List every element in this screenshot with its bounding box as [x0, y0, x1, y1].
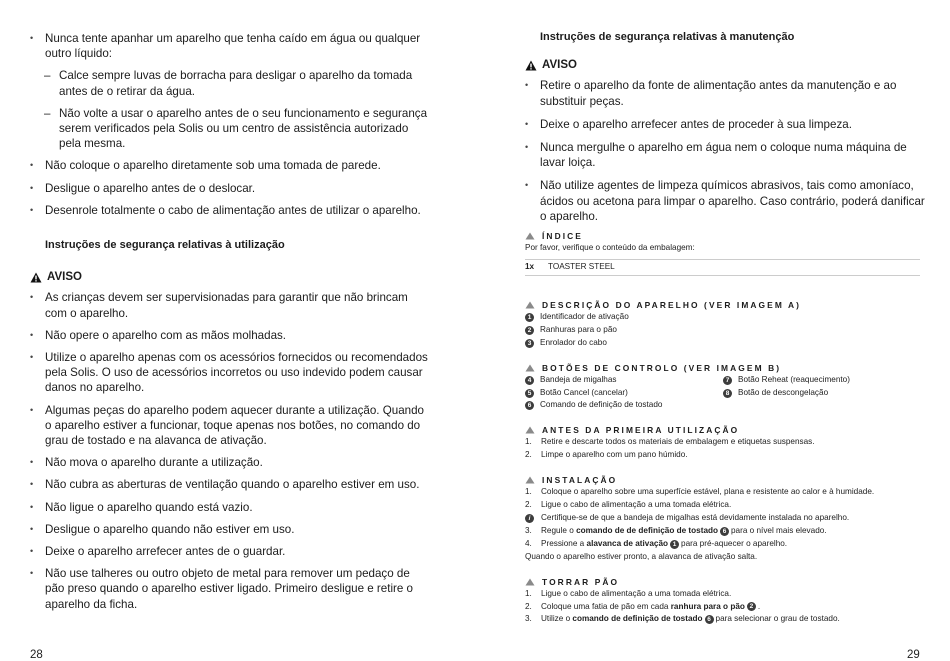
description-list: [525, 311, 925, 350]
bold-term: ranhura para o pão: [670, 601, 745, 611]
list-item: [525, 525, 925, 538]
step-number: 2.: [525, 500, 532, 510]
list-item: [525, 588, 925, 601]
kit-qty: 1x: [525, 261, 535, 271]
warning-text: AVISO: [47, 271, 82, 284]
description-heading: [525, 300, 925, 310]
item-text: Bandeja de migalhas: [540, 374, 617, 384]
left-column: [30, 31, 430, 619]
bullet-item: • Algumas peças do aparelho podem aquecer durante a utilização. Quando o aparelho estiver a funcionar, toque apenas nos botões, no comando do grau de tostado e na alavanca de ativação.: [30, 403, 430, 449]
kit-item: TOASTER STEEL: [548, 261, 615, 271]
warning-text: AVISO: [542, 59, 577, 72]
item-text: Limpe o aparelho com um pano húmido.: [541, 450, 688, 460]
list-item: [525, 399, 723, 412]
index-heading-text: ÍNDICE: [542, 231, 583, 242]
installation-heading-text: INSTALAÇÃO: [542, 475, 618, 486]
first-use-heading-text: ANTES DA PRIMEIRA UTILIZAÇÃO: [542, 425, 740, 436]
controls-heading-text: BOTÕES DE CONTROLO (VER IMAGEM B): [542, 362, 782, 373]
bullet-item: • As crianças devem ser supervisionadas para garantir que não brincam com o aparelho.: [30, 290, 430, 320]
triangle-icon: [525, 578, 535, 586]
step-number: 2.: [525, 601, 532, 611]
list-item: [525, 311, 925, 324]
item-text: Ligue o cabo de alimentação a uma tomada elétrica.: [541, 500, 732, 510]
warning-icon: [525, 60, 537, 71]
dash-item: – Não volte a usar o aparelho antes de o seu funcionamento e segurança serem verificados pela Solis ou um centro de assistência autorizado pela mesma.: [30, 106, 430, 152]
dash-item: – Calce sempre luvas de borracha para desligar o aparelho da tomada antes de o retirar da água.: [30, 68, 430, 98]
list-item: [525, 613, 925, 626]
bullet-item: • Nunca tente apanhar um aparelho que tenha caído em água ou qualquer outro líquido:: [30, 31, 430, 61]
number-badge: 2: [525, 326, 534, 335]
step-number: 1.: [525, 588, 532, 598]
text-fragment: Pressione a: [541, 538, 585, 548]
item-text: Ranhuras para o pão: [540, 324, 617, 334]
list-item: [525, 324, 925, 337]
warning-label: [525, 58, 925, 73]
bullet-item: • Não cubra as aberturas de ventilação quando o aparelho estiver em uso.: [30, 477, 430, 492]
bullet-item: • Não coloque o aparelho diretamente sob uma tomada de parede.: [30, 158, 430, 173]
number-badge: 8: [723, 389, 732, 398]
number-badge: 7: [723, 376, 732, 385]
text-fragment: Regule o: [541, 525, 574, 535]
right-column: [525, 30, 925, 626]
item-text: Identificador de ativação: [540, 311, 629, 321]
index-intro: Por favor, verifique o conteúdo da embalagem:: [525, 243, 695, 253]
bullet-item: • Não mova o aparelho durante a utilização.: [30, 455, 430, 470]
item-text: Botão de descongelação: [738, 387, 829, 397]
number-badge: 6: [705, 615, 714, 624]
number-badge: 6: [525, 401, 534, 410]
bold-term: alavanca de ativação: [586, 538, 669, 548]
first-use-list: [525, 436, 925, 462]
bullet-item: • Não utilize agentes de limpeza químicos abrasivos, tais como amoníaco, ácidos ou acetona para limpar o aparelho. Caso contrário, poderá danificar o aparelho.: [525, 178, 925, 224]
triangle-icon: [525, 301, 535, 309]
info-icon: i: [525, 514, 534, 523]
bullet-item: • Deixe o aparelho arrefecer antes de o guardar.: [30, 544, 430, 559]
warning-icon: [30, 272, 42, 283]
step-number: 3.: [525, 614, 532, 624]
text-fragment: Utilize o: [541, 614, 571, 624]
list-item: [723, 374, 850, 387]
controls-heading: [525, 363, 925, 373]
step-number: 3.: [525, 525, 532, 535]
text-fragment: para pré-aquecer o aparelho.: [681, 538, 788, 548]
number-badge: 2: [747, 602, 756, 611]
page-number-left: 28: [30, 649, 43, 661]
toast-heading: [525, 577, 925, 587]
bold-term: comando de definição de tostado: [572, 614, 703, 624]
number-badge: 5: [525, 389, 534, 398]
number-badge: 6: [720, 527, 729, 536]
text-fragment: para selecionar o grau de tostado.: [715, 614, 840, 624]
note-item: [525, 512, 925, 525]
controls-right: [723, 374, 850, 413]
item-text: Botão Reheat (reaquecimento): [738, 374, 850, 384]
bullet-item: • Não opere o aparelho com as mãos molhadas.: [30, 328, 430, 343]
left-page: [0, 0, 475, 660]
list-item: [525, 538, 925, 551]
bullet-item: • Deixe o aparelho arrefecer antes de proceder à sua limpeza.: [525, 117, 925, 132]
step-number: 1.: [525, 487, 532, 497]
list-item: [525, 374, 723, 387]
triangle-icon: [525, 476, 535, 484]
number-badge: 4: [525, 376, 534, 385]
description-heading-text: DESCRIÇÃO DO APARELHO (VER IMAGEM A): [542, 299, 802, 310]
bold-term: comando de de definição de tostado: [576, 525, 718, 535]
bullet-item: • Retire o aparelho da fonte de alimentação antes da manutenção e ao substituir peças.: [525, 78, 925, 108]
page-number-right: 29: [907, 649, 920, 661]
item-text: Comando de definição de tostado: [540, 400, 663, 410]
item-text: Enrolador do cabo: [540, 337, 607, 347]
step-number: 2.: [525, 450, 532, 460]
triangle-icon: [525, 232, 535, 240]
item-text: Botão Cancel (cancelar): [540, 387, 628, 397]
list-item: [525, 337, 925, 350]
bullet-item: • Não use talheres ou outro objeto de metal para remover um pedaço de pão preso quando o aparelho estiver ligado. Primeiro desligue e retire o aparelho da ficha.: [30, 566, 430, 612]
list-item: [525, 499, 925, 512]
text-fragment: .: [757, 601, 761, 611]
triangle-icon: [525, 426, 535, 434]
step-number: 4.: [525, 538, 532, 548]
maintenance-heading: Instruções de segurança relativas à manutenção: [540, 31, 795, 43]
bullet-item: • Desligue o aparelho antes de o deslocar.: [30, 181, 430, 196]
item-text: Coloque o aparelho sobre uma superfície estável, plana e resistente ao calor e à humidade.: [541, 487, 875, 497]
controls-list: [525, 374, 925, 413]
number-badge: 1: [670, 540, 679, 549]
controls-left: [525, 374, 723, 413]
installation-heading: [525, 475, 925, 485]
list-item: [525, 436, 925, 449]
installation-after: Quando o aparelho estiver pronto, a alavanca de ativação salta.: [525, 551, 758, 561]
list-item: [525, 486, 925, 499]
toast-list: [525, 588, 925, 627]
bullet-item: • Utilize o aparelho apenas com os acessórios fornecidos ou recomendados pela Solis. O uso de acessórios incorretos ou uso indevido podem causar danos no aparelho.: [30, 350, 430, 396]
bullet-item: • Desligue o aparelho quando não estiver em uso.: [30, 522, 430, 537]
usage-heading: Instruções de segurança relativas à utilização: [45, 239, 285, 252]
text-fragment: para o nível mais elevado.: [731, 525, 827, 535]
list-item: [723, 387, 850, 400]
step-number: 1.: [525, 437, 532, 447]
installation-list: [525, 486, 925, 563]
bullet-item: • Não ligue o aparelho quando está vazio.: [30, 500, 430, 515]
bullet-item: • Desenrole totalmente o cabo de alimentação antes de utilizar o aparelho.: [30, 203, 430, 218]
index-heading: [525, 231, 925, 241]
first-use-heading: [525, 425, 925, 435]
item-text: Ligue o cabo de alimentação a uma tomada elétrica.: [541, 588, 732, 598]
number-badge: 1: [525, 313, 534, 322]
toast-heading-text: TORRAR PÃO: [542, 576, 620, 587]
list-item: [525, 387, 723, 400]
bullet-item: • Nunca mergulhe o aparelho em água nem o coloque numa máquina de lavar loiça.: [525, 140, 925, 170]
item-text: Retire e descarte todos os materiais de embalagem e etiquetas suspensas.: [541, 437, 815, 447]
list-item: [525, 601, 925, 614]
note-text: Certifique-se de que a bandeja de migalhas está devidamente instalada no aparelho.: [541, 513, 850, 522]
kit-row: [525, 259, 920, 276]
triangle-icon: [525, 364, 535, 372]
warning-label: [30, 270, 430, 285]
list-item: [525, 449, 925, 462]
text-fragment: Coloque uma fatia de pão em cada: [541, 601, 669, 611]
number-badge: 3: [525, 339, 534, 348]
